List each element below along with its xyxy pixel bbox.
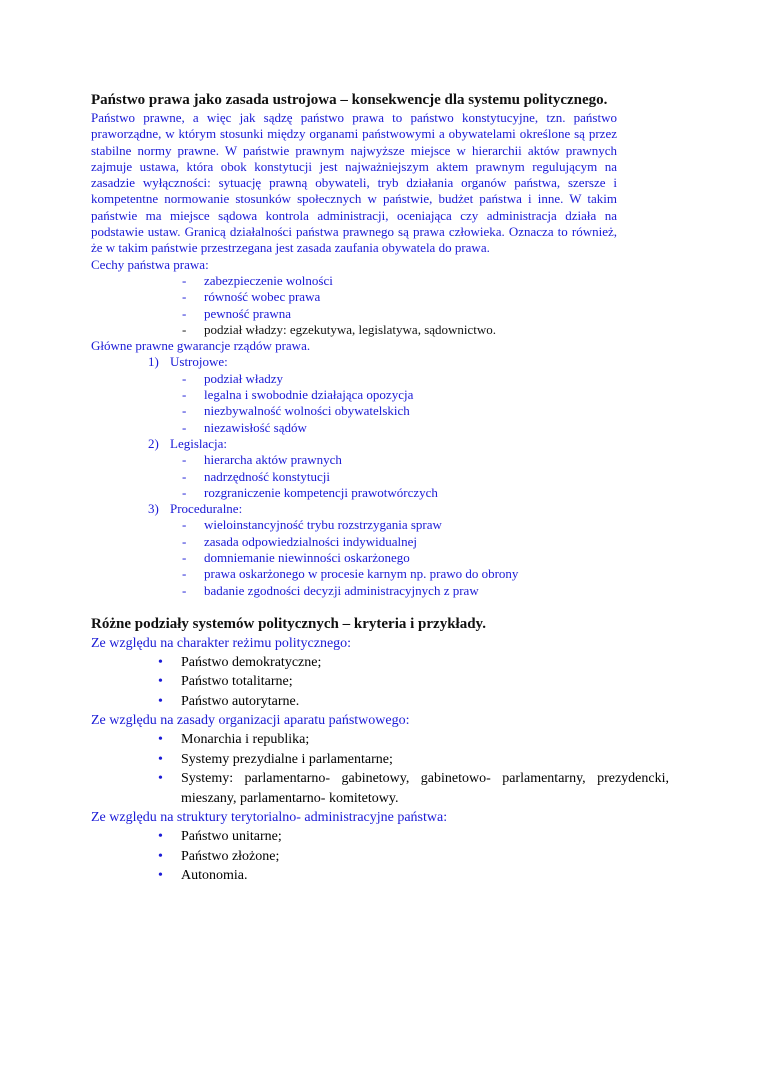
criterion-list xyxy=(91,653,617,712)
section2-heading: Różne podziały systemów politycznych – kryteria i przykłady. xyxy=(91,615,486,632)
document-body xyxy=(91,91,669,886)
section1-paragraph: Państwo prawne, a więc jak sądzę państwo prawa to państwo konstytucyjne, tzn. państwo praworządne, w którym stosunki między organami państwowymi a obywatelami określone są przez stabilne normy prawne. W państwie prawnym najwyższe miejsce w hierarchii aktów prawnych zajmuje ustawa, która obok konstytucji jest najważniejszym aktem prawnym regulującym na zasadzie wyłączności: sytuację prawną obywateli, tryb działania organów państwa, szersze i kompetentne normowanie stosunków społecznych w państwie, budżet państwa i inne. W takim państwie ma miejsce sądowa kontrola administracji, oceniająca czy administracja działa na podstawie ustaw. Granicą działalności państwa prawnego są prawa człowieka. Oznacza to również, że w takim państwie przestrzegana jest zasada zaufania obywatela do prawa. xyxy=(91,110,617,256)
dash-marker: - xyxy=(182,533,187,549)
dash-marker: - xyxy=(182,550,187,566)
criterion-label: Ze względu na zasady organizacji aparatu państwowego: xyxy=(91,713,410,729)
bullet-marker: • xyxy=(158,693,163,709)
list-item: • Monarchia i republika; xyxy=(91,730,669,750)
guarantees-groups xyxy=(91,354,617,598)
bullet-marker: • xyxy=(158,751,163,767)
bullet-marker: • xyxy=(158,654,163,670)
list-item: - zasada odpowiedzialności indywidualnej xyxy=(182,533,417,549)
criterion-list xyxy=(91,730,669,808)
list-item: • Państwo autorytarne. xyxy=(91,692,617,712)
list-item: - równość wobec prawa xyxy=(182,289,321,305)
list-item: • Państwo złożone; xyxy=(91,847,617,867)
list-item: • Państwo demokratyczne; xyxy=(91,653,617,673)
bullet-marker: • xyxy=(158,829,163,845)
list-item: - rozgraniczenie kompetencji prawotwórczych xyxy=(182,484,438,500)
dash-marker: - xyxy=(182,321,187,337)
features-label: Cechy państwa prawa: xyxy=(91,256,209,272)
list-item: - niezawisłość sądów xyxy=(182,419,307,435)
group-number: 2) xyxy=(148,435,159,451)
list-item: - podział władzy: egzekutywa, legislatywa, sądownictwo. xyxy=(182,321,497,337)
list-item: - wieloinstancyjność trybu rozstrzygania spraw xyxy=(182,517,442,533)
list-item: - prawa oskarżonego w procesie karnym np. prawo do obrony xyxy=(182,566,519,582)
dash-marker: - xyxy=(182,387,187,403)
bullet-marker: • xyxy=(158,771,163,787)
criterion-list xyxy=(91,827,617,886)
dash-marker: - xyxy=(182,370,187,386)
dash-marker: - xyxy=(182,419,187,435)
dash-marker: - xyxy=(182,566,187,582)
guarantees-label: Główne prawne gwarancje rządów prawa. xyxy=(91,338,311,354)
group-label: Legislacja: xyxy=(170,435,228,451)
guarantee-group xyxy=(91,501,617,599)
criterion-label: Ze względu na struktury terytorialno- administracyjne państwa: xyxy=(91,810,448,826)
list-item: - pewność prawna xyxy=(182,305,291,321)
dash-marker: - xyxy=(182,468,187,484)
list-item: - domniemanie niewinności oskarżonego xyxy=(182,550,410,566)
dash-marker: - xyxy=(182,305,187,321)
dash-marker: - xyxy=(182,517,187,533)
dash-marker: - xyxy=(182,452,187,468)
list-item: - niezbywalność wolności obywatelskich xyxy=(182,403,410,419)
dash-marker: - xyxy=(182,272,187,288)
bullet-marker: • xyxy=(158,848,163,864)
dash-marker: - xyxy=(182,289,187,305)
bullet-marker: • xyxy=(158,868,163,884)
group-label: Ustrojowe: xyxy=(170,354,228,370)
group-number: 1) xyxy=(148,354,159,370)
list-item: - podział władzy xyxy=(182,370,284,386)
group-label: Proceduralne: xyxy=(170,501,243,517)
list-item: • Systemy prezydialne i parlamentarne; xyxy=(91,750,669,770)
list-item: • Systemy: parlamentarno- gabinetowy, gabinetowo- parlamentarny, prezydencki, mieszany, parlamentarno- komitetowy. xyxy=(158,771,669,806)
bullet-marker: • xyxy=(158,674,163,690)
section1-heading: Państwo prawa jako zasada ustrojowa – konsekwencje dla systemu politycznego. xyxy=(91,92,608,108)
list-item: - hierarcha aktów prawnych xyxy=(182,452,342,468)
bullet-marker: • xyxy=(158,732,163,748)
dash-marker: - xyxy=(182,582,187,598)
list-item: • Państwo totalitarne; xyxy=(91,672,617,692)
features-list xyxy=(91,273,617,338)
dash-marker: - xyxy=(182,484,187,500)
list-item: • Państwo unitarne; xyxy=(91,827,617,847)
criterion-label: Ze względu na charakter reżimu politycznego: xyxy=(91,635,352,651)
list-item: - badanie zgodności decyzji administracyjnych z praw xyxy=(182,582,479,598)
list-item: - legalna i swobodnie działająca opozycja xyxy=(182,387,414,403)
dash-marker: - xyxy=(182,403,187,419)
section-spacer xyxy=(91,599,617,615)
list-item: - nadrzędność konstytucji xyxy=(182,468,330,484)
guarantee-group xyxy=(91,436,617,501)
list-item: - zabezpieczenie wolności xyxy=(182,272,333,288)
list-item: • Autonomia. xyxy=(91,866,617,886)
guarantee-group xyxy=(91,354,617,435)
group-number: 3) xyxy=(148,501,159,517)
